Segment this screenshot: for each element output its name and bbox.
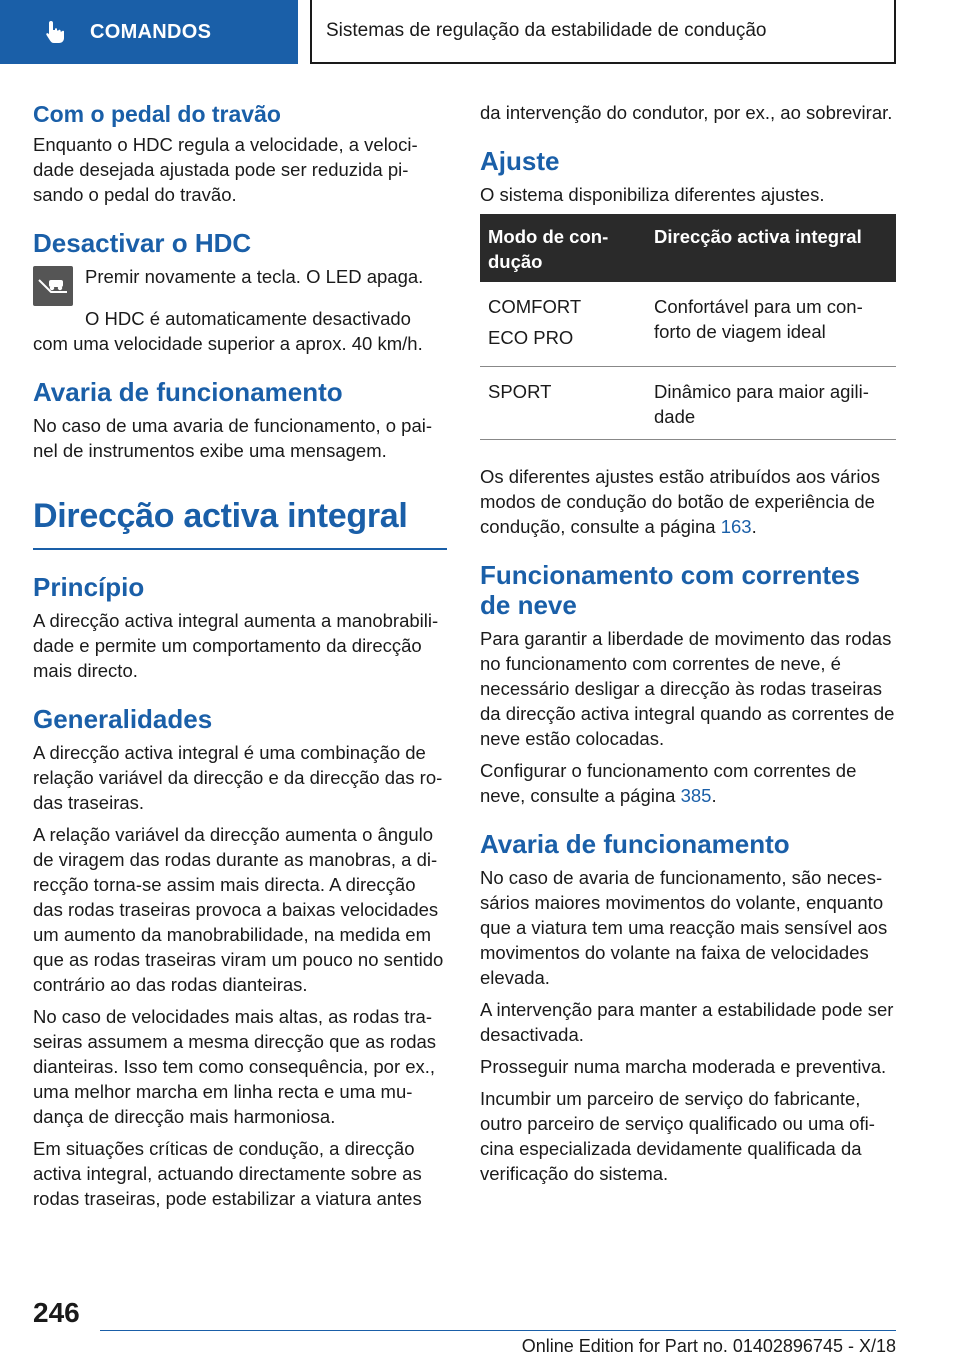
principle-text: A direcção activa integral aumenta a manobrabilidade e permite um comportamento da direcção mais directo. — [33, 610, 439, 681]
page-link-385[interactable]: 385 — [680, 785, 712, 806]
footer-divider — [100, 1330, 896, 1331]
section-tab[interactable] — [0, 0, 298, 64]
general-paragraph-4: Em situações críticas de condução, a direcção activa integral, actuando directamente sobre as rodas traseiras, pode estabilizar a viatura antes — [33, 1138, 422, 1209]
table-header-steering: Direcção activa integral — [646, 214, 896, 282]
deactivate-hdc-heading: Desactivar o HDC — [33, 228, 252, 258]
table-row — [480, 282, 896, 367]
general-paragraph-3: No caso de velocidades mais altas, as rodas traseiras assumem a mesma direcção que as rodas dianteiras. Isso tem como consequência, por ex., uma melhor marcha em linha recta e uma mudança de direcção mais harmoniosa. — [33, 1006, 437, 1127]
section-tab-label: COMANDOS — [90, 20, 212, 43]
settings-heading: Ajuste — [480, 146, 560, 176]
malfunction-text: No caso de uma avaria de funcionamento, o painel de instrumentos exibe uma mensagem. — [33, 415, 433, 461]
snow-chains-paragraph-1: Para garantir a liberdade de movimento das rodas no funcionamento com correntes de neve, é necessário desligar a direcção às rodas traseiras da direcção activa integral quando as correntes de neve estão colocadas. — [480, 628, 895, 749]
chapter-tab[interactable] — [310, 0, 896, 64]
hdc-instruction — [33, 264, 447, 306]
hill-descent-control-icon — [33, 266, 73, 306]
table-header-row — [480, 214, 896, 282]
chapter-tab-label: Sistemas de regulação da estabilidade de condução — [326, 20, 767, 41]
mode-comfort-description: Confortável para um conforto de viagem ideal — [646, 282, 896, 367]
pointing-hand-icon — [42, 19, 68, 45]
malfunction-heading: Avaria de funcionamento — [33, 377, 343, 407]
mode-sport-description: Dinâmico para maior agilidade — [646, 367, 896, 440]
table-header-mode: Modo de condução — [480, 214, 646, 282]
footer-edition: Online Edition for Part no. 01402896745 - X/18 — [521, 1336, 896, 1356]
page-link-163[interactable]: 163 — [720, 516, 752, 537]
fault-paragraph-4: Incumbir um parceiro de serviço do fabricante, outro parceiro de serviço qualificado ou uma oficina especializada devidamente qualificada da verificação do sistema. — [480, 1088, 875, 1184]
settings-assignment-text: Os diferentes ajustes estão atribuídos aos vários modos de condução do botão de experiência de condução, consulte a página 163. — [480, 466, 881, 537]
fault-heading: Avaria de funcionamento — [480, 829, 790, 859]
brake-pedal-heading: Com o pedal do travão — [33, 101, 281, 127]
mode-eco-pro: ECO PRO — [488, 327, 574, 348]
general-paragraph-2: A relação variável da direcção aumenta o ângulo de viragem das rodas durante as manobras, a direcção torna-se assim mais directa. A direcção das rodas traseiras provoca a baixas velocidades um aumento da manobrabilidade, na medida em que as rodas traseiras viram um pouco no sentido contrário ao das rodas dianteiras. — [33, 824, 444, 995]
mode-comfort: COMFORT — [488, 296, 582, 317]
deactivate-step-2: O HDC é automaticamente desactivado com uma velocidade superior a aprox. 40 km/h. — [33, 308, 423, 354]
settings-text: O sistema disponibiliza diferentes ajustes. — [480, 184, 825, 205]
driving-mode-table — [480, 214, 896, 440]
brake-pedal-text: Enquanto o HDC regula a velocidade, a velocidade desejada ajustada pode ser reduzida pisando o pedal do travão. — [33, 134, 418, 205]
deactivate-step-1: Premir novamente a tecla. O LED apaga. — [85, 266, 424, 287]
right-column — [480, 100, 896, 1193]
continued-text: da intervenção do condutor, por ex., ao sobrevirar. — [480, 102, 893, 123]
table-row — [480, 367, 896, 440]
left-column — [33, 100, 447, 1218]
chapter-title: Direcção activa integral — [33, 494, 447, 550]
snow-chains-paragraph-2: Configurar o funcionamento com correntes de neve, consulte a página 385. — [480, 760, 857, 806]
fault-paragraph-3: Prosseguir numa marcha moderada e preventiva. — [480, 1056, 887, 1077]
page-number: 246 — [33, 1297, 80, 1328]
general-paragraph-1: A direcção activa integral é uma combinação de relação variável da direcção e da direcção das rodas traseiras. — [33, 742, 443, 813]
snow-chains-heading: Funcionamento com correntes de neve — [480, 560, 860, 620]
fault-paragraph-1: No caso de avaria de funcionamento, são necessários maiores movimentos do volante, enquanto que a viatura tem uma reacção mais sensível aos movimentos do volante na faixa de velocidades elevada. — [480, 867, 888, 988]
principle-heading: Princípio — [33, 572, 145, 602]
general-heading: Generalidades — [33, 704, 213, 734]
mode-sport: SPORT — [480, 367, 646, 440]
fault-paragraph-2: A intervenção para manter a estabilidade pode ser desactivada. — [480, 999, 894, 1045]
